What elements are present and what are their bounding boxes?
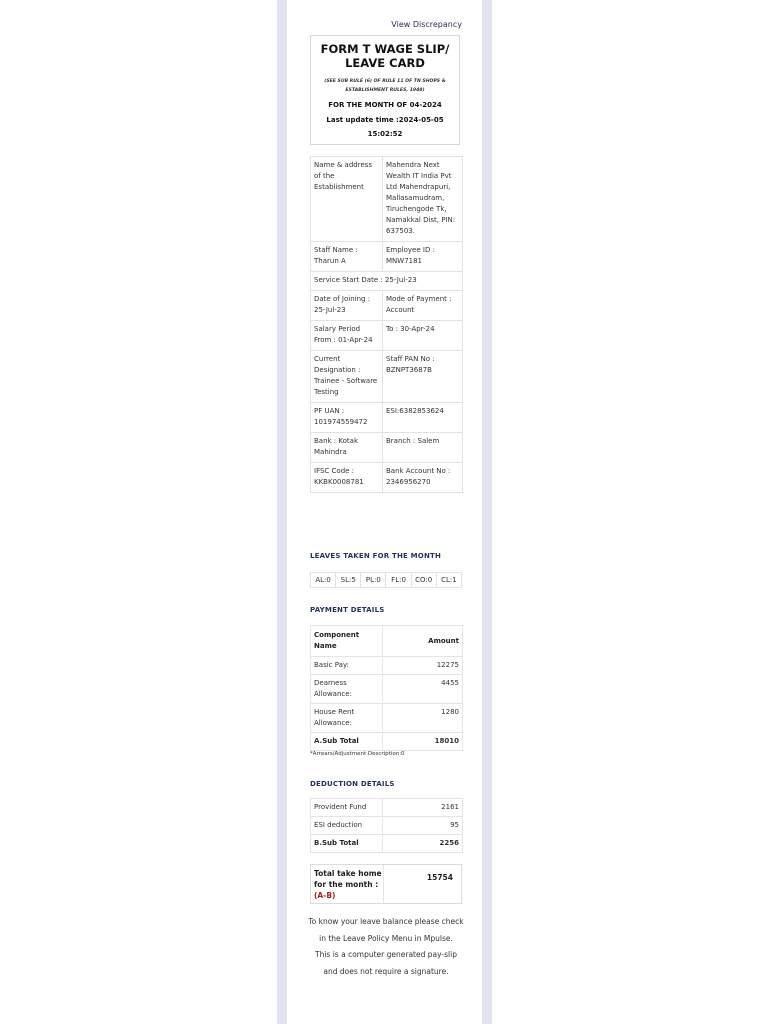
pf-uan: PF UAN : 101974559472 <box>311 403 383 433</box>
subtotal-a-label <box>311 733 383 751</box>
table-row <box>311 403 463 433</box>
table-row <box>311 799 463 817</box>
total-label-ab: (A-B) <box>314 891 336 900</box>
table-row <box>311 675 463 704</box>
total-take-home-value: 15754 <box>426 873 453 882</box>
component-name: Dearness Allowance: <box>311 675 383 704</box>
form-title <box>311 42 459 70</box>
deduction-amount: 95 <box>383 817 463 835</box>
payslip-panel <box>287 0 482 1024</box>
deduction-name: Provident Fund <box>311 799 383 817</box>
table-row <box>311 351 463 403</box>
esi-number: ESI:6382853624 <box>383 403 463 433</box>
table-row <box>311 733 463 751</box>
staff-name: Staff Name : Tharun A <box>311 242 383 272</box>
month-label: FOR THE MONTH OF 04-2024 <box>328 101 442 109</box>
rule-reference <box>313 77 457 95</box>
leaves-table <box>310 572 462 588</box>
table-row <box>311 321 463 351</box>
rule-line1: (SEE SUB RULE (6) OF RULE 11 OF TN SHOPS & <box>324 79 446 84</box>
rule-line2: ESTABLISHMENT RULES, 1948) <box>345 88 425 93</box>
leave-al: AL:0 <box>311 573 336 588</box>
footer-leave-balance-note: To know your leave balance please check in the Leave Policy Menu in Mpulse. <box>308 917 464 943</box>
subtotal-a-prefix: A. <box>314 737 323 745</box>
table-row <box>311 573 462 588</box>
table-row <box>311 657 463 675</box>
table-row <box>311 817 463 835</box>
update-line1: Last update time :2024-05-05 <box>326 116 444 124</box>
payment-section-title: PAYMENT DETAILS <box>310 606 385 614</box>
leave-co: CO:0 <box>411 573 436 588</box>
service-start-date: Service Start Date : 25-Jul-23 <box>311 272 463 291</box>
deduction-table <box>310 798 463 853</box>
component-name: House Rent Allowance: <box>311 704 383 733</box>
subtotal-b-text: Sub Total <box>322 839 359 847</box>
col-amount: Amount <box>383 626 463 657</box>
leave-pl: PL:0 <box>361 573 386 588</box>
total-label-text: Total take home for the month : <box>314 869 382 889</box>
salary-period-from: Salary Period From : 01-Apr-24 <box>311 321 383 351</box>
table-row <box>311 157 463 242</box>
component-name: Basic Pay: <box>311 657 383 675</box>
form-title-line1: FORM T WAGE SLIP/ <box>320 42 450 56</box>
last-update-time <box>311 113 459 141</box>
salary-period-to: To : 30-Apr-24 <box>383 321 463 351</box>
component-amount: 4455 <box>383 675 463 704</box>
leave-fl: FL:0 <box>386 573 411 588</box>
leave-cl: CL:1 <box>436 573 461 588</box>
ifsc-code: IFSC Code : KKBK0008781 <box>311 463 383 493</box>
staff-pan: Staff PAN No : BZNPT3687B <box>383 351 463 403</box>
establishment-label: Name & address of the Establishment <box>311 157 383 242</box>
mode-of-payment: Mode of Payment : Account <box>383 291 463 321</box>
total-take-home-box <box>310 864 462 904</box>
employee-info-table <box>310 156 463 493</box>
subtotal-b-prefix: B. <box>314 839 322 847</box>
leave-sl: SL:5 <box>336 573 361 588</box>
subtotal-b-value: 2256 <box>383 835 463 853</box>
bank-name: Bank : Kotak Mahindra <box>311 433 383 463</box>
subtotal-b-label <box>311 835 383 853</box>
component-amount: 1280 <box>383 704 463 733</box>
footer-computer-generated-note: This is a computer generated pay-slip and does not require a signature. <box>315 950 457 976</box>
table-row <box>311 272 463 291</box>
component-amount: 12275 <box>383 657 463 675</box>
form-title-line2: LEAVE CARD <box>345 56 425 70</box>
view-discrepancy-link[interactable]: View Discrepancy <box>391 20 462 29</box>
table-row <box>311 704 463 733</box>
table-row <box>311 626 463 657</box>
footer-note <box>307 914 465 980</box>
subtotal-a-text: Sub Total <box>322 737 359 745</box>
form-header-card <box>310 35 460 145</box>
table-row <box>311 433 463 463</box>
subtotal-a-value: 18010 <box>383 733 463 751</box>
leaves-section-title: LEAVES TAKEN FOR THE MONTH <box>310 552 442 560</box>
bank-account-no: Bank Account No : 2346956270 <box>383 463 463 493</box>
bank-branch: Branch : Salem <box>383 433 463 463</box>
right-border-band <box>482 0 492 1024</box>
table-row <box>311 835 463 853</box>
table-row <box>311 463 463 493</box>
employee-id: Employee ID : MNW7181 <box>383 242 463 272</box>
total-take-home-label <box>314 868 384 901</box>
deduction-section-title: DEDUCTION DETAILS <box>310 780 395 788</box>
left-border-band <box>277 0 287 1024</box>
payment-table <box>310 625 463 751</box>
update-line2: 15:02:52 <box>367 130 403 138</box>
table-row <box>311 291 463 321</box>
deduction-amount: 2161 <box>383 799 463 817</box>
deduction-name: ESI deduction <box>311 817 383 835</box>
table-row <box>311 242 463 272</box>
current-designation: Current Designation : Trainee - Software Testing <box>311 351 383 403</box>
establishment-value: Mahendra Next Wealth IT India Pvt Ltd Mahendrapuri, Mallasamudram, Tiruchengode Tk, Namakkal Dist, PIN: 637503. <box>383 157 463 242</box>
date-of-joining: Date of Joining : 25-Jul-23 <box>311 291 383 321</box>
col-component-name: Component Name <box>311 626 383 657</box>
arrears-description: *Arrears/Adjustment Description:0 <box>310 751 405 757</box>
